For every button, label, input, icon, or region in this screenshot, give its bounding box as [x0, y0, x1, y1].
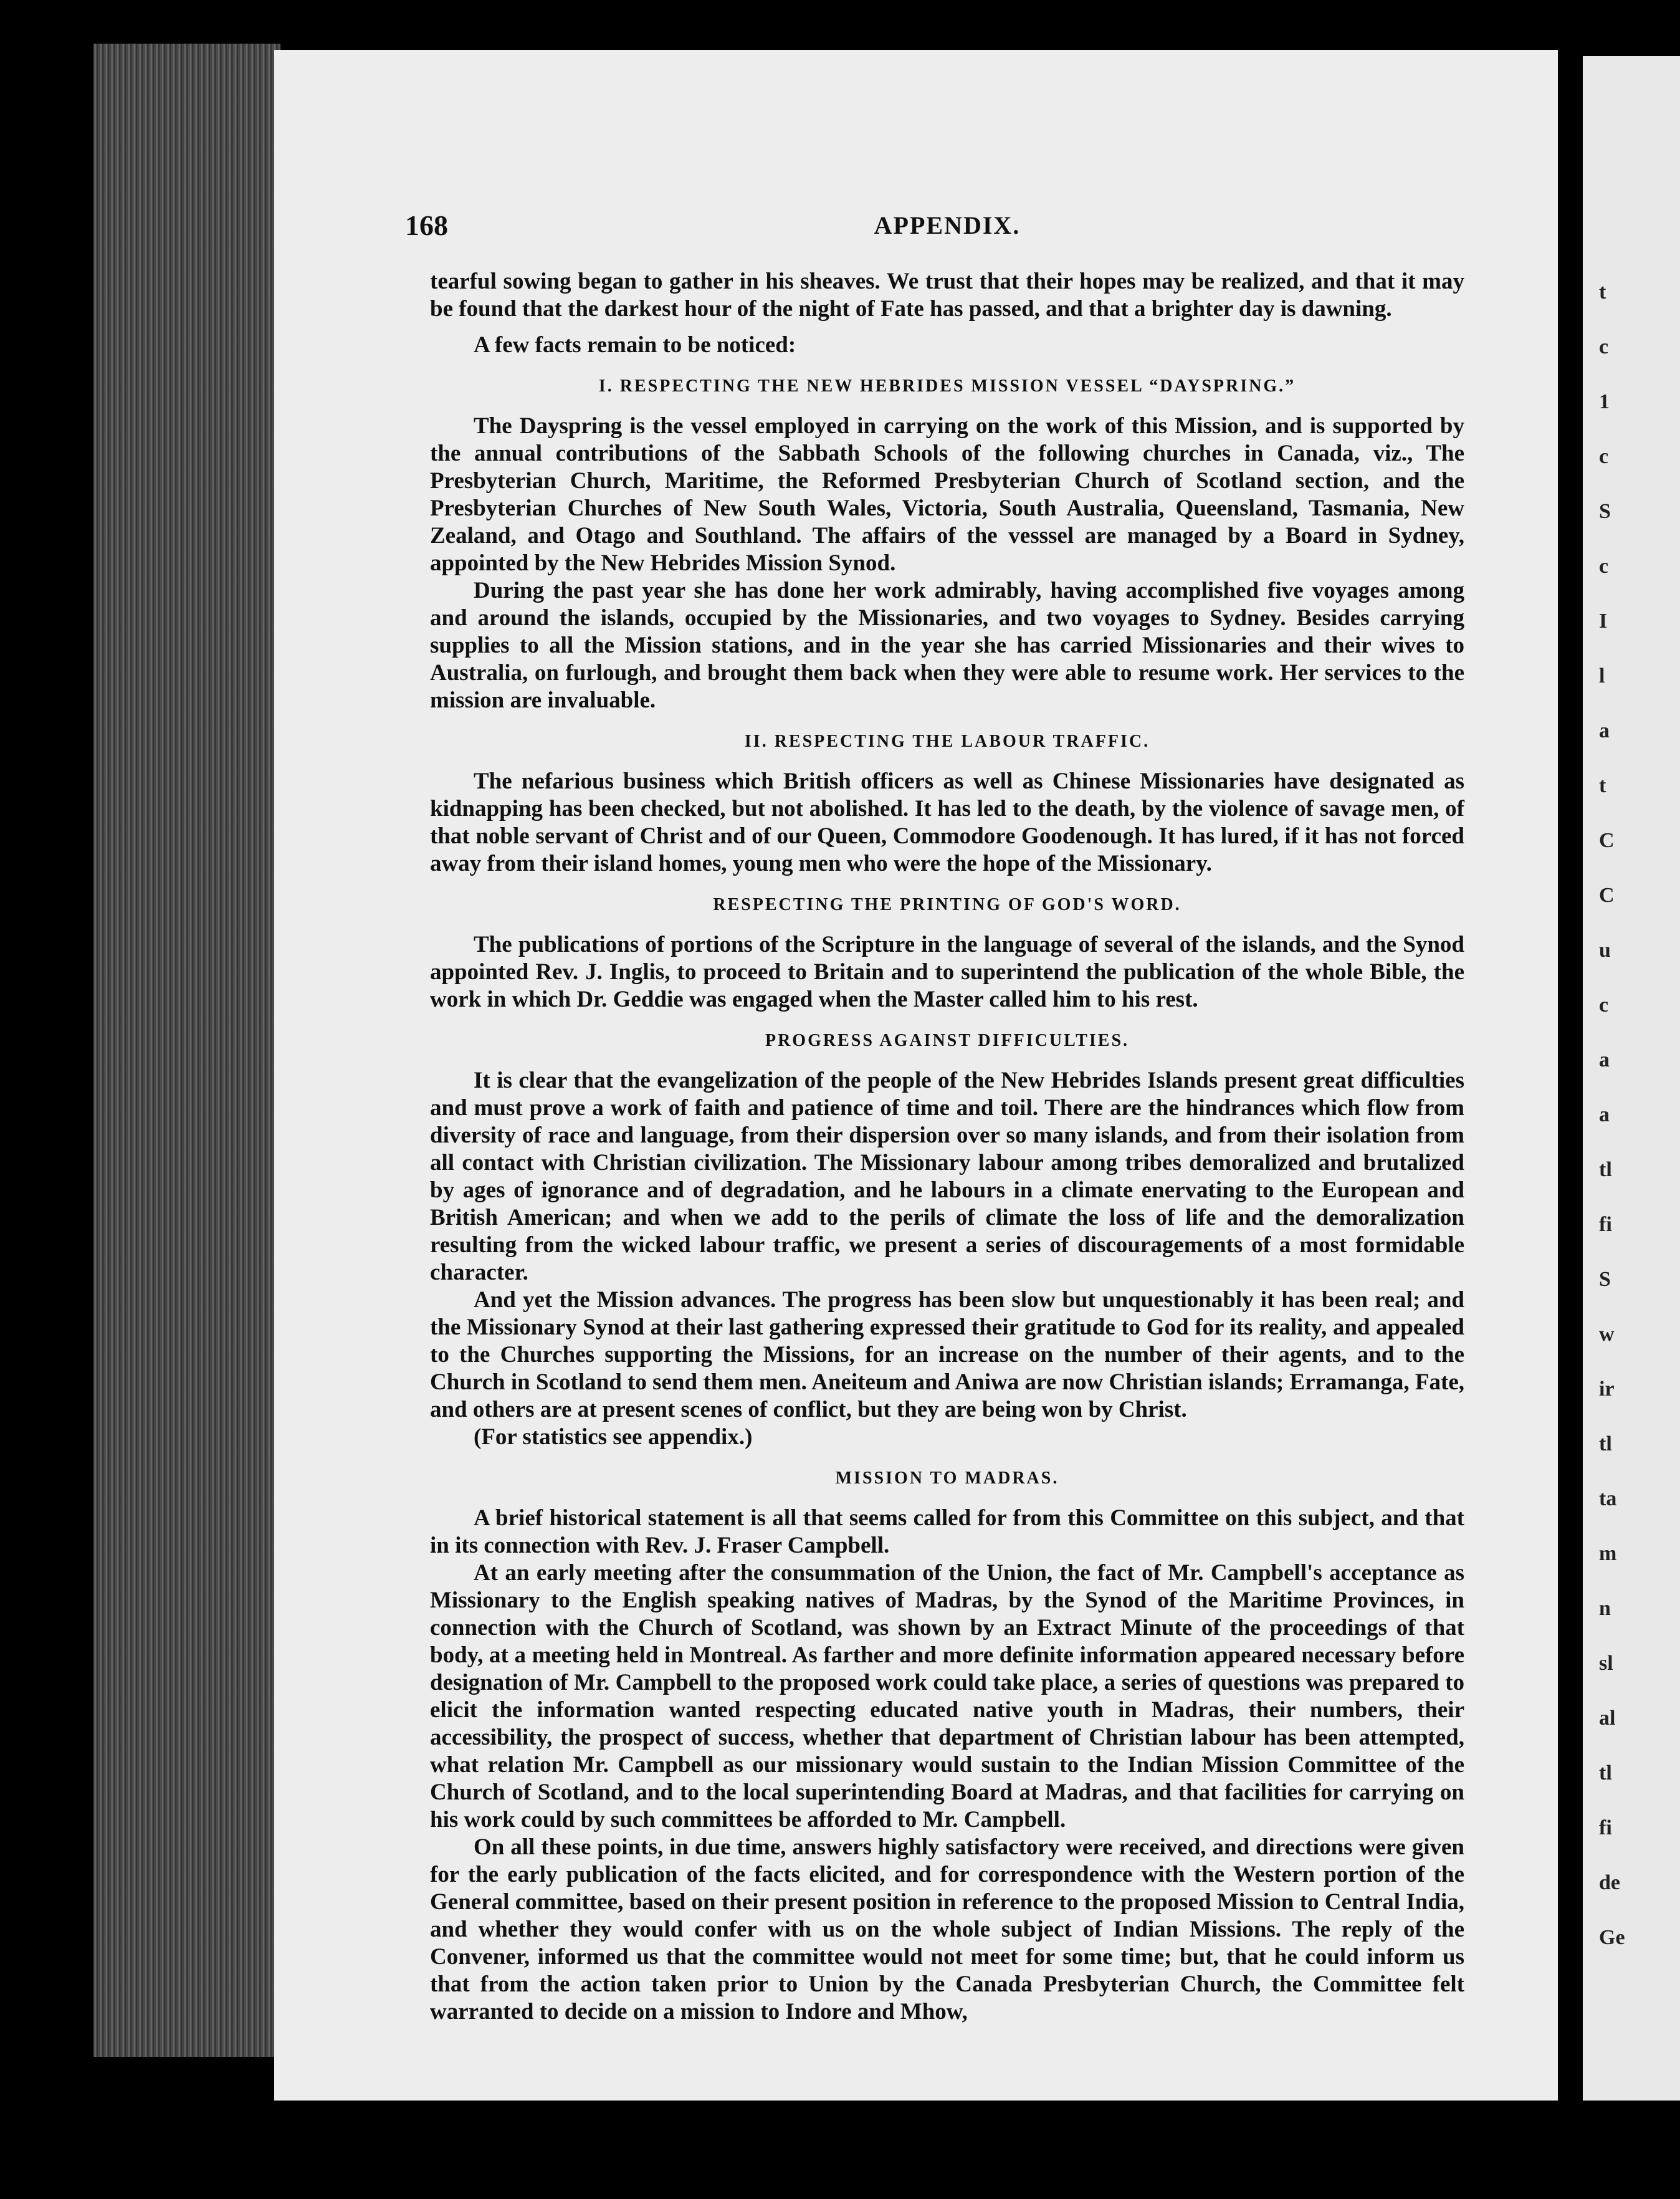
facing-page-fragment: w	[1599, 1323, 1615, 1346]
madras-paragraph-2: At an early meeting after the consummation of the Union, the fact of Mr. Campbell's acceptance as Missionary to the English speaking natives of Madras, by the Synod of the Maritime Provinces, in connection with the Church of Scotland, was shown by an Extract Minute of the proceedings of that body, at a meeting held in Montreal. As farther and more definite information appeared necessary before designation of Mr. Campbell to the proposed work could take place, a series of questions was prepared to elicit the information wanted respecting educated native youth in Madras, their numbers, their accessibility, the prospect of success, whether that department of Christian labour has been attempted, what relation Mr. Campbell as our missionary would sustain to the Indian Mission Committee of the Church of Scotland, and to the local superintending Board at Madras, and that facilities for carrying on his work could by such committees be afforded to Mr. Campbell.	[430, 1560, 1464, 1833]
section-heading-dayspring: I. RESPECTING THE NEW HEBRIDES MISSION VESSEL “DAYSPRING.”	[598, 376, 1296, 396]
facing-page-fragment: fi	[1599, 1213, 1612, 1236]
facing-page-fragment: Ge	[1599, 1926, 1625, 1949]
facing-page-fragment: a	[1599, 1048, 1610, 1071]
section-heading-progress: PROGRESS AGAINST DIFFICULTIES.	[765, 1031, 1130, 1050]
madras-paragraph-1: A brief historical statement is all that seems called for from this Committee on this subject, and that in its connection with Rev. J. Fraser Campbell.	[430, 1505, 1464, 1558]
facing-page-fragment: tl	[1599, 1432, 1612, 1455]
facing-page-fragment: I	[1599, 610, 1608, 633]
facing-page-edge	[1583, 56, 1680, 2101]
page-header	[405, 209, 1464, 268]
statistics-note: (For statistics see appendix.)	[474, 1424, 753, 1450]
facing-page-fragment: m	[1599, 1542, 1617, 1565]
facing-page-fragment: n	[1599, 1597, 1611, 1620]
facing-page-fragment: c	[1599, 555, 1609, 578]
dayspring-paragraph-1: The Dayspring is the vessel employed in carrying on the work of this Mission, and is supported by the annual contributions of the Sabbath Schools of the following churches in Canada, viz., The Presbyterian Church, Maritime, the Reformed Presbyterian Church of Scotland section, and the Presbyterian Churches of New South Wales, Victoria, South Australia, Queensland, Tasmania, New Zealand, and Otago and Southland. The affairs of the vesssel are managed by a Board in Sydney, appointed by the New Hebrides Mission Synod.	[430, 413, 1464, 576]
facing-page-fragment: fi	[1599, 1816, 1612, 1839]
running-title: APPENDIX.	[874, 211, 1021, 239]
facing-page-fragment: c	[1599, 445, 1609, 468]
section-heading-labour-traffic: II. RESPECTING THE LABOUR TRAFFIC.	[744, 732, 1150, 751]
printing-paragraph: The publications of portions of the Scripture in the language of several of the islands, and the Synod appointed Rev. J. Inglis, to proceed to Britain and to superintend the publication of the whole Bible, the work in which Dr. Geddie was engaged when the Master called him to his rest.	[430, 932, 1464, 1012]
dayspring-paragraph-2: During the past year she has done her work admirably, having accomplished five voyages among and around the islands, occupied by the Missionaries, and two voyages to Sydney. Besides carrying supplies to all the Mission stations, and in the year she has carried Missionaries and their wives to Australia, on furlough, and brought them back when they were able to resume work. Her services to the mission are invaluable.	[430, 578, 1464, 713]
page-number: 168	[405, 209, 448, 241]
section-heading-madras: MISSION TO MADRAS.	[835, 1468, 1059, 1488]
book-page-edges	[93, 44, 280, 2057]
facing-page-fragment: t	[1599, 280, 1606, 304]
facing-page-fragment: u	[1599, 939, 1611, 962]
facing-page-fragment: l	[1599, 664, 1605, 687]
labour-traffic-paragraph: The nefarious business which British officers as well as Chinese Missionaries have designated as kidnapping has been checked, but not abolished. It has led to the death, by the violence of savage men, of that noble servant of Christ and of our Queen, Commodore Goodenough. It has lured, if it has not forced away from their island homes, young men who were the hope of the Missionary.	[430, 769, 1464, 876]
progress-paragraph-2: And yet the Mission advances. The progress has been slow but unquestionably it has been real; and the Missionary Synod at their last gathering expressed their gratitude to God for its reality, and appealed to the Churches supporting the Missions, for an increase on the number of their agents, and to the Church in Scotland to send them men. Aneiteum and Aniwa are now Christian islands; Erramanga, Fate, and others are at present scenes of conflict, but they are being won by Christ.	[430, 1287, 1464, 1422]
facing-page-fragment: ir	[1599, 1377, 1615, 1401]
progress-paragraph-1: It is clear that the evangelization of the people of the New Hebrides Islands present great difficulties and must prove a work of faith and patience of time and toil. There are the hindrances which flow from diversity of race and language, from their dispersion over so many islands, and from their isolation from all contact with Christian civilization. The Missionary labour among tribes demoralized and brutalized by ages of ignorance and of degradation, and he labours in a climate enervating to the European and British American; and when we add to the perils of climate the loss of life and the demoralization resulting from the wicked labour traffic, we present a series of discouragements of a most formidable character.	[430, 1068, 1464, 1285]
book-page	[274, 50, 1558, 2101]
facing-page-fragment: t	[1599, 774, 1606, 797]
facing-page-fragment: sl	[1599, 1652, 1613, 1675]
facing-page-fragment: ta	[1599, 1487, 1617, 1510]
facing-page-fragment: c	[1599, 994, 1609, 1017]
facing-page-fragment: a	[1599, 1103, 1610, 1126]
facing-page-fragment: S	[1599, 500, 1611, 523]
madras-paragraph-3: On all these points, in due time, answers highly satisfactory were received, and directions were given for the early publication of the facts elicited, and for correspondence with the Western portion of the General committee, based on their present position in reference to the proposed Mission to Central India, and whether they would confer with us on the whole subject of Indian Missions. The reply of the Convener, informed us that the committee would not meet for some time; but, that he could inform us that from the action taken prior to Union by the Canada Presbyterian Church, the Committee felt warranted to decide on a mission to Indore and Mhow,	[430, 1834, 1464, 2024]
facing-page-fragment: 1	[1599, 390, 1610, 413]
intro-paragraph: tearful sowing began to gather in his sheaves. We trust that their hopes may be realized, and that it may be found that the darkest hour of the night of Fate has passed, and that a brighter day is dawning.	[430, 269, 1464, 322]
facing-page-fragment: al	[1599, 1707, 1616, 1730]
facing-page-fragment: C	[1599, 884, 1615, 907]
facing-page-fragment: tl	[1599, 1158, 1612, 1181]
intro-lead: A few facts remain to be noticed:	[474, 332, 796, 358]
section-heading-printing: RESPECTING THE PRINTING OF GOD'S WORD.	[713, 895, 1181, 914]
facing-page-fragment: a	[1599, 719, 1610, 742]
page-content	[405, 209, 1464, 2026]
facing-page-fragment: tl	[1599, 1761, 1612, 1785]
facing-page-fragment: de	[1599, 1871, 1620, 1894]
facing-page-fragment: S	[1599, 1268, 1611, 1291]
facing-page-fragment: c	[1599, 335, 1609, 358]
facing-page-fragment: C	[1599, 829, 1615, 852]
